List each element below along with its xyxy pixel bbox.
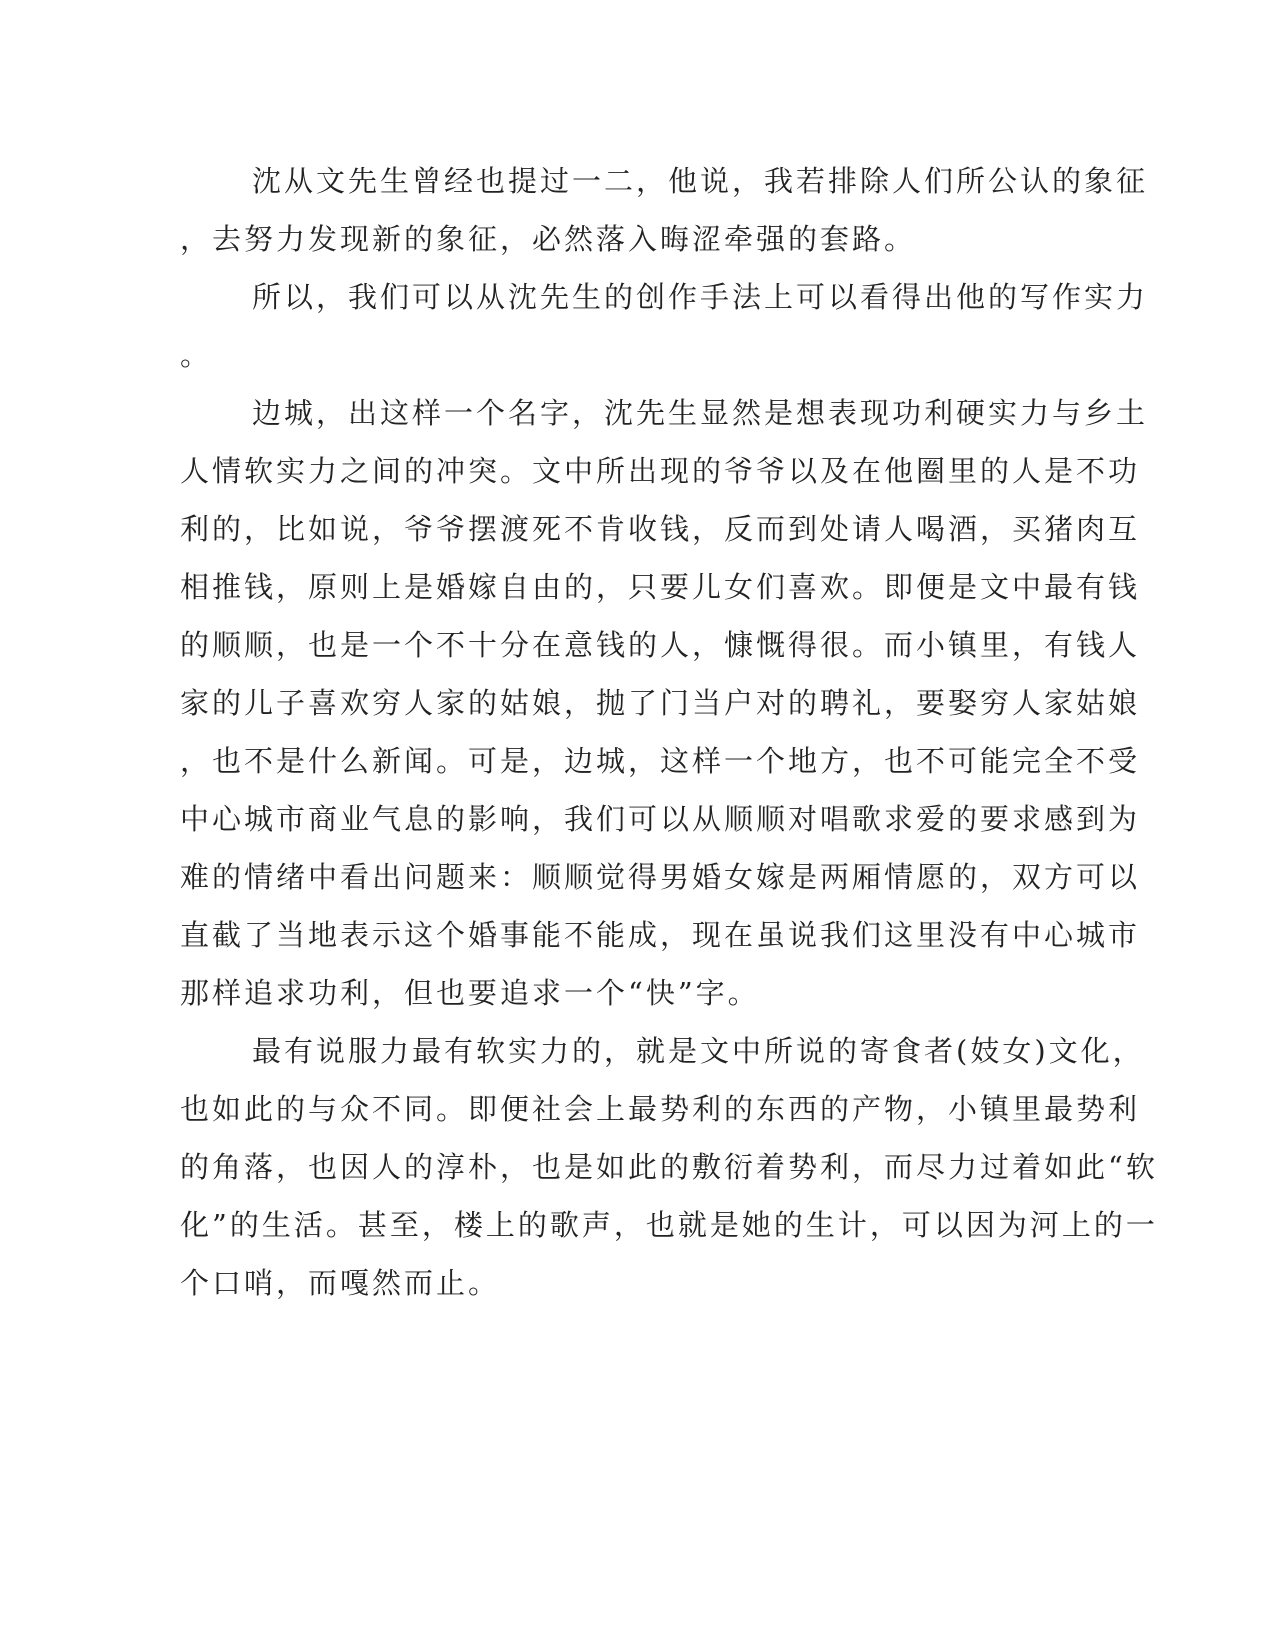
text-line: 难的情绪中看出问题来：顺顺觉得男婚女嫁是两厢情愿的，双方可以: [180, 860, 1141, 894]
text-line: 利的，比如说，爷爷摆渡死不肯收钱，反而到处请人喝酒，买猪肉互: [180, 512, 1141, 546]
text-line: 直截了当地表示这个婚事能不能成，现在虽说我们这里没有中心城市: [180, 918, 1141, 952]
text-line: 个口哨，而嘎然而止。: [180, 1266, 501, 1300]
text-line: 沈从文先生曾经也提过一二，他说，我若排除人们所公认的象征: [252, 164, 1149, 198]
document-body: [180, 152, 1158, 1312]
paragraph: [180, 268, 1149, 384]
text-line: 边城，出这样一个名字，沈先生显然是想表现功利硬实力与乡土: [252, 396, 1149, 430]
paragraph: [180, 1022, 1158, 1312]
text-line: 人情软实力之间的冲突。文中所出现的爷爷以及在他圈里的人是不功: [180, 454, 1141, 488]
text-line: 。: [180, 338, 213, 372]
text-line: 的顺顺，也是一个不十分在意钱的人，慷慨得很。而小镇里，有钱人: [180, 628, 1141, 662]
text-line: 所以，我们可以从沈先生的创作手法上可以看得出他的写作实力: [252, 280, 1149, 314]
text-line: 也如此的与众不同。即便社会上最势利的东西的产物，小镇里最势利: [180, 1092, 1141, 1126]
text-line: 化”的生活。甚至，楼上的歌声，也就是她的生计，可以因为河上的一: [180, 1208, 1158, 1242]
text-line: ，也不是什么新闻。可是，边城，这样一个地方，也不可能完全不受: [180, 744, 1141, 778]
text-line: 的角落，也因人的淳朴，也是如此的敷衍着势利，而尽力过着如此“软: [180, 1150, 1158, 1184]
text-line: ，去努力发现新的象征，必然落入晦涩牵强的套路。: [180, 222, 917, 256]
text-line: 那样追求功利，但也要追求一个“快”字。: [180, 976, 760, 1010]
text-line: 最有说服力最有软实力的，就是文中所说的寄食者(妓女)文化，: [252, 1034, 1145, 1068]
paragraph: [180, 384, 1149, 1022]
text-line: 中心城市商业气息的影响，我们可以从顺顺对唱歌求爱的要求感到为: [180, 802, 1141, 836]
text-line: 家的儿子喜欢穷人家的姑娘，抛了门当户对的聘礼，要娶穷人家姑娘: [180, 686, 1141, 720]
text-line: 相推钱，原则上是婚嫁自由的，只要儿女们喜欢。即便是文中最有钱: [180, 570, 1141, 604]
paragraph: [180, 152, 1149, 268]
